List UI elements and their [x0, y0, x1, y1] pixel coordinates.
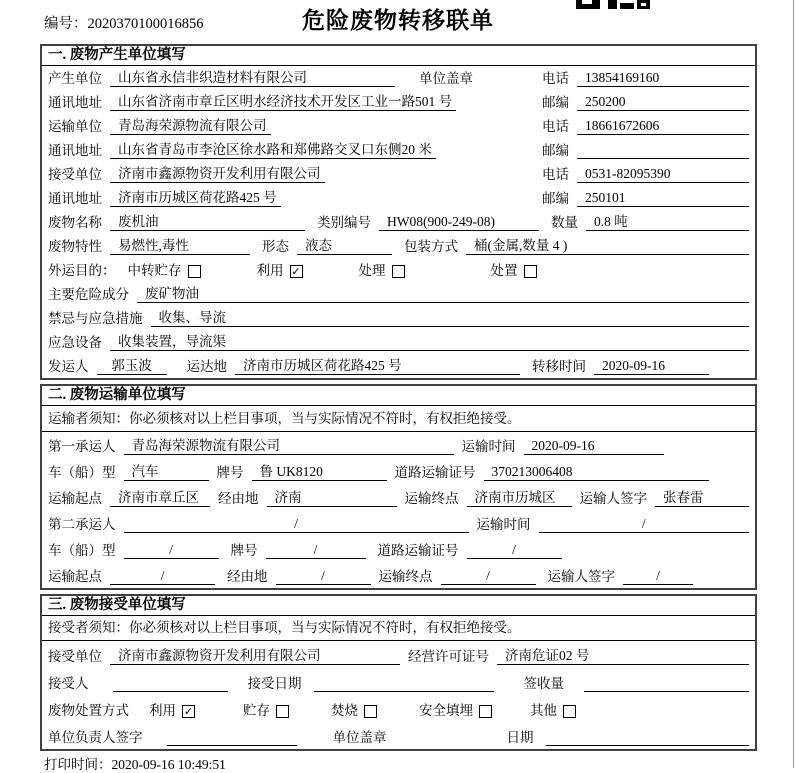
section-transporter	[40, 384, 757, 590]
carrier2-value: /	[124, 515, 469, 533]
waste-character-label: 废物特性	[48, 239, 102, 254]
route-via-value: 济南	[267, 489, 397, 507]
produce-addr-value: 山东省济南市章丘区明水经济技术开发区工业一路501 号	[110, 93, 456, 111]
road-permit-label: 道路运输证号	[394, 465, 476, 480]
section-receiver	[40, 594, 757, 751]
serial-label: 编号：	[44, 16, 88, 32]
transport-zip-value	[577, 142, 749, 159]
qr-code-icon	[576, 0, 652, 10]
route-start2-value: /	[110, 567, 215, 585]
accept-date-value	[314, 675, 494, 692]
transporter-notice: 运输者须知：你必须核对以上栏目事项，当与实际情况不符时，有权拒绝接受。	[42, 406, 755, 432]
receive-zip-value: 250101	[577, 189, 749, 207]
checkbox-unchecked-icon	[479, 705, 492, 718]
packing-value: 桶(金属,数量 4 )	[466, 237, 749, 255]
produce-unit-label: 产生单位	[48, 71, 102, 86]
route-end-label: 运输终点	[404, 491, 459, 506]
receipt-qty-value	[584, 675, 749, 692]
print-time	[44, 753, 226, 773]
form-label: 形态	[262, 239, 289, 254]
category-code-value: HW08(900-249-08)	[379, 213, 539, 231]
row-receiver-unit	[42, 641, 755, 668]
responsible-sign-value	[167, 729, 297, 746]
print-time-value: 2020-09-16 10:49:51	[111, 757, 226, 772]
accept-person-value	[113, 675, 228, 692]
shipper-value: 郭玉波	[97, 357, 167, 375]
serial-value: 2020370100016856	[87, 16, 204, 32]
taboo-label: 禁忌与应急措施	[48, 311, 143, 326]
receiver-unit-label: 接受单位	[48, 649, 102, 664]
row-waste-character	[42, 234, 755, 258]
route-via-label: 经由地	[227, 569, 268, 584]
option-label: 焚烧	[331, 703, 358, 718]
transport-time2-value: /	[539, 515, 750, 533]
row-route2	[42, 562, 755, 588]
row-taboo	[42, 306, 755, 330]
transport-unit-value: 青岛海荣源物流有限公司	[110, 117, 271, 135]
destination-label: 运达地	[186, 359, 227, 374]
quantity-label: 数量	[551, 215, 578, 230]
vehicle-type-value: 汽车	[124, 463, 209, 481]
transport-addr-label: 通讯地址	[48, 143, 102, 158]
phone-label: 电话	[542, 167, 569, 182]
checkbox-unchecked-icon	[276, 705, 289, 718]
carrier-sign-label: 运输人签字	[547, 569, 615, 584]
equipment-label: 应急设备	[48, 335, 102, 350]
option-label: 其他	[530, 703, 557, 718]
disposal-option-use	[149, 702, 195, 719]
hazard-value: 废矿物油	[137, 285, 749, 303]
produce-unit-value: 山东省永信非织造材料有限公司	[110, 69, 395, 87]
receive-addr-value: 济南市历城区荷花路425 号	[110, 189, 281, 207]
zip-label: 邮编	[542, 191, 569, 206]
row-route1	[42, 484, 755, 510]
option-label: 处理	[358, 263, 386, 278]
waste-name-label: 废物名称	[48, 215, 102, 230]
transport-addr-value: 山东省青岛市李沧区徐水路和郑佛路交叉口东侧20 米	[110, 141, 436, 159]
checkbox-unchecked-icon	[392, 265, 405, 278]
disposal-option-other	[530, 702, 576, 719]
disposal-option-burn	[331, 702, 377, 719]
unit-seal-label: 单位盖章	[332, 730, 387, 745]
plate2-value: /	[266, 541, 366, 559]
transport-unit-label: 运输单位	[48, 119, 102, 134]
row-purpose	[42, 258, 755, 282]
row-vehicle2	[42, 536, 755, 562]
waste-name-value: 废机油	[110, 213, 305, 231]
option-label: 处置	[490, 263, 518, 278]
section2-title: 二. 废物运输单位填写	[42, 386, 755, 406]
section-producer	[40, 44, 757, 380]
row-carrier2	[42, 510, 755, 536]
road-permit2-value: /	[467, 541, 562, 559]
row-receive-unit	[42, 162, 755, 186]
disposal-option-store	[243, 702, 289, 719]
route-start-label: 运输起点	[48, 569, 102, 584]
route-end-value: 济南市历城区	[467, 489, 572, 507]
responsible-sign-label: 单位负责人签字	[48, 730, 143, 745]
shipper-label: 发运人	[48, 359, 89, 374]
plate-value: 鲁 UK8120	[252, 463, 387, 481]
row-receive-addr	[42, 186, 755, 210]
road-permit-value: 370213006408	[484, 463, 710, 481]
section1-title: 一. 废物产生单位填写	[42, 46, 755, 66]
form-value: 液态	[297, 237, 392, 255]
option-label: 利用	[149, 703, 176, 718]
vehicle-type-label: 车（船）型	[48, 465, 116, 480]
hazard-label: 主要危险成分	[48, 287, 129, 302]
row-ship	[42, 354, 755, 378]
row-equipment	[42, 330, 755, 354]
transfer-time-value: 2020-09-16	[594, 357, 709, 375]
phone-label: 电话	[542, 71, 569, 86]
row-transport-unit	[42, 114, 755, 138]
waste-character-value: 易燃性,毒性	[110, 237, 250, 255]
row-responsible	[42, 722, 755, 749]
option-label: 利用	[256, 263, 284, 278]
row-produce-unit	[42, 66, 755, 90]
purpose-option-dispose	[491, 262, 537, 279]
page-title: 危险废物转移联单	[302, 8, 494, 33]
row-produce-addr	[42, 90, 755, 114]
quantity-value: 0.8 吨	[586, 213, 749, 231]
receive-addr-label: 通讯地址	[48, 191, 102, 206]
license-value: 济南危证02 号	[497, 647, 749, 665]
purpose-label: 外运目的：	[48, 263, 116, 278]
row-disposal	[42, 695, 755, 722]
vehicle-type-label: 车（船）型	[48, 543, 116, 558]
section3-title: 三. 废物接受单位填写	[42, 596, 755, 616]
carrier-sign-label: 运输人签字	[579, 491, 647, 506]
transfer-time-label: 转移时间	[532, 359, 586, 374]
license-label: 经营许可证号	[408, 649, 489, 664]
checkbox-unchecked-icon	[364, 705, 377, 718]
route-end-label: 运输终点	[378, 569, 433, 584]
equipment-value: 收集装置，导流渠	[110, 333, 749, 351]
option-label: 安全填埋	[419, 703, 473, 718]
checkbox-unchecked-icon	[563, 705, 576, 718]
produce-addr-label: 通讯地址	[48, 95, 102, 110]
accept-date-label: 接受日期	[247, 676, 302, 691]
transport-time-label: 运输时间	[461, 439, 516, 454]
option-label: 贮存	[243, 703, 270, 718]
receive-unit-label: 接受单位	[48, 167, 102, 182]
date-label: 日期	[506, 730, 534, 745]
row-carrier1	[42, 432, 755, 458]
row-accept	[42, 668, 755, 695]
carrier2-label: 第二承运人	[48, 517, 116, 532]
route-via-label: 经由地	[218, 491, 259, 506]
route-start-value: 济南市章丘区	[110, 489, 210, 507]
carrier1-value: 青岛海荣源物流有限公司	[124, 437, 454, 455]
receive-unit-value: 济南市鑫源物资开发利用有限公司	[110, 165, 325, 183]
checkbox-unchecked-icon	[188, 265, 201, 278]
transport-time-value: 2020-09-16	[524, 437, 664, 455]
produce-zip-value: 250200	[577, 93, 749, 111]
receive-phone-value: 0531-82095390	[577, 165, 749, 183]
plate-label: 牌号	[216, 465, 244, 480]
checkbox-unchecked-icon	[524, 265, 537, 278]
row-hazard	[42, 282, 755, 306]
purpose-option-use	[257, 262, 303, 279]
plate-label: 牌号	[230, 543, 258, 558]
carrier-sign2-value: /	[623, 567, 693, 585]
date-value	[546, 729, 750, 746]
print-time-label: 打印时间：	[44, 757, 112, 772]
route-start-label: 运输起点	[48, 491, 102, 506]
checkbox-checked-icon: ✓	[183, 706, 194, 718]
produce-phone-value: 13854169160	[577, 69, 749, 87]
checkbox-checked-icon: ✓	[291, 266, 301, 278]
zip-label: 邮编	[542, 95, 569, 110]
receiver-unit-value: 济南市鑫源物资开发利用有限公司	[110, 647, 400, 665]
option-label: 中转贮存	[127, 263, 182, 278]
purpose-option-treat	[359, 262, 405, 279]
destination-value: 济南市历城区荷花路425 号	[235, 357, 520, 375]
transport-time-label: 运输时间	[476, 517, 531, 532]
disposal-label: 废物处置方式	[48, 703, 129, 718]
zip-label: 邮编	[542, 143, 569, 158]
taboo-value: 收集、导流	[151, 309, 750, 327]
phone-label: 电话	[542, 119, 569, 134]
receipt-qty-label: 签收量	[523, 676, 564, 691]
unit-seal-label: 单位盖章	[419, 71, 473, 86]
row-transport-addr	[42, 138, 755, 162]
category-code-label: 类别编号	[317, 215, 371, 230]
route-end2-value: /	[441, 567, 536, 585]
transport-phone-value: 18661672606	[577, 117, 749, 135]
receiver-notice: 接受者须知：你必须核对以上栏目事项，当与实际情况不符时，有权拒绝接受。	[42, 616, 755, 641]
carrier1-label: 第一承运人	[48, 439, 116, 454]
purpose-option-transfer	[128, 262, 201, 279]
row-vehicle1	[42, 458, 755, 484]
accept-person-label: 接受人	[48, 676, 89, 691]
row-waste-name	[42, 210, 755, 234]
disposal-option-landfill	[419, 702, 492, 719]
packing-label: 包装方式	[404, 239, 458, 254]
road-permit-label: 道路运输证号	[377, 543, 459, 558]
route-via2-value: /	[276, 567, 371, 585]
page-edge-line	[793, 0, 794, 768]
vehicle-type2-value: /	[124, 541, 219, 559]
carrier-sign-value: 张春雷	[655, 489, 749, 507]
